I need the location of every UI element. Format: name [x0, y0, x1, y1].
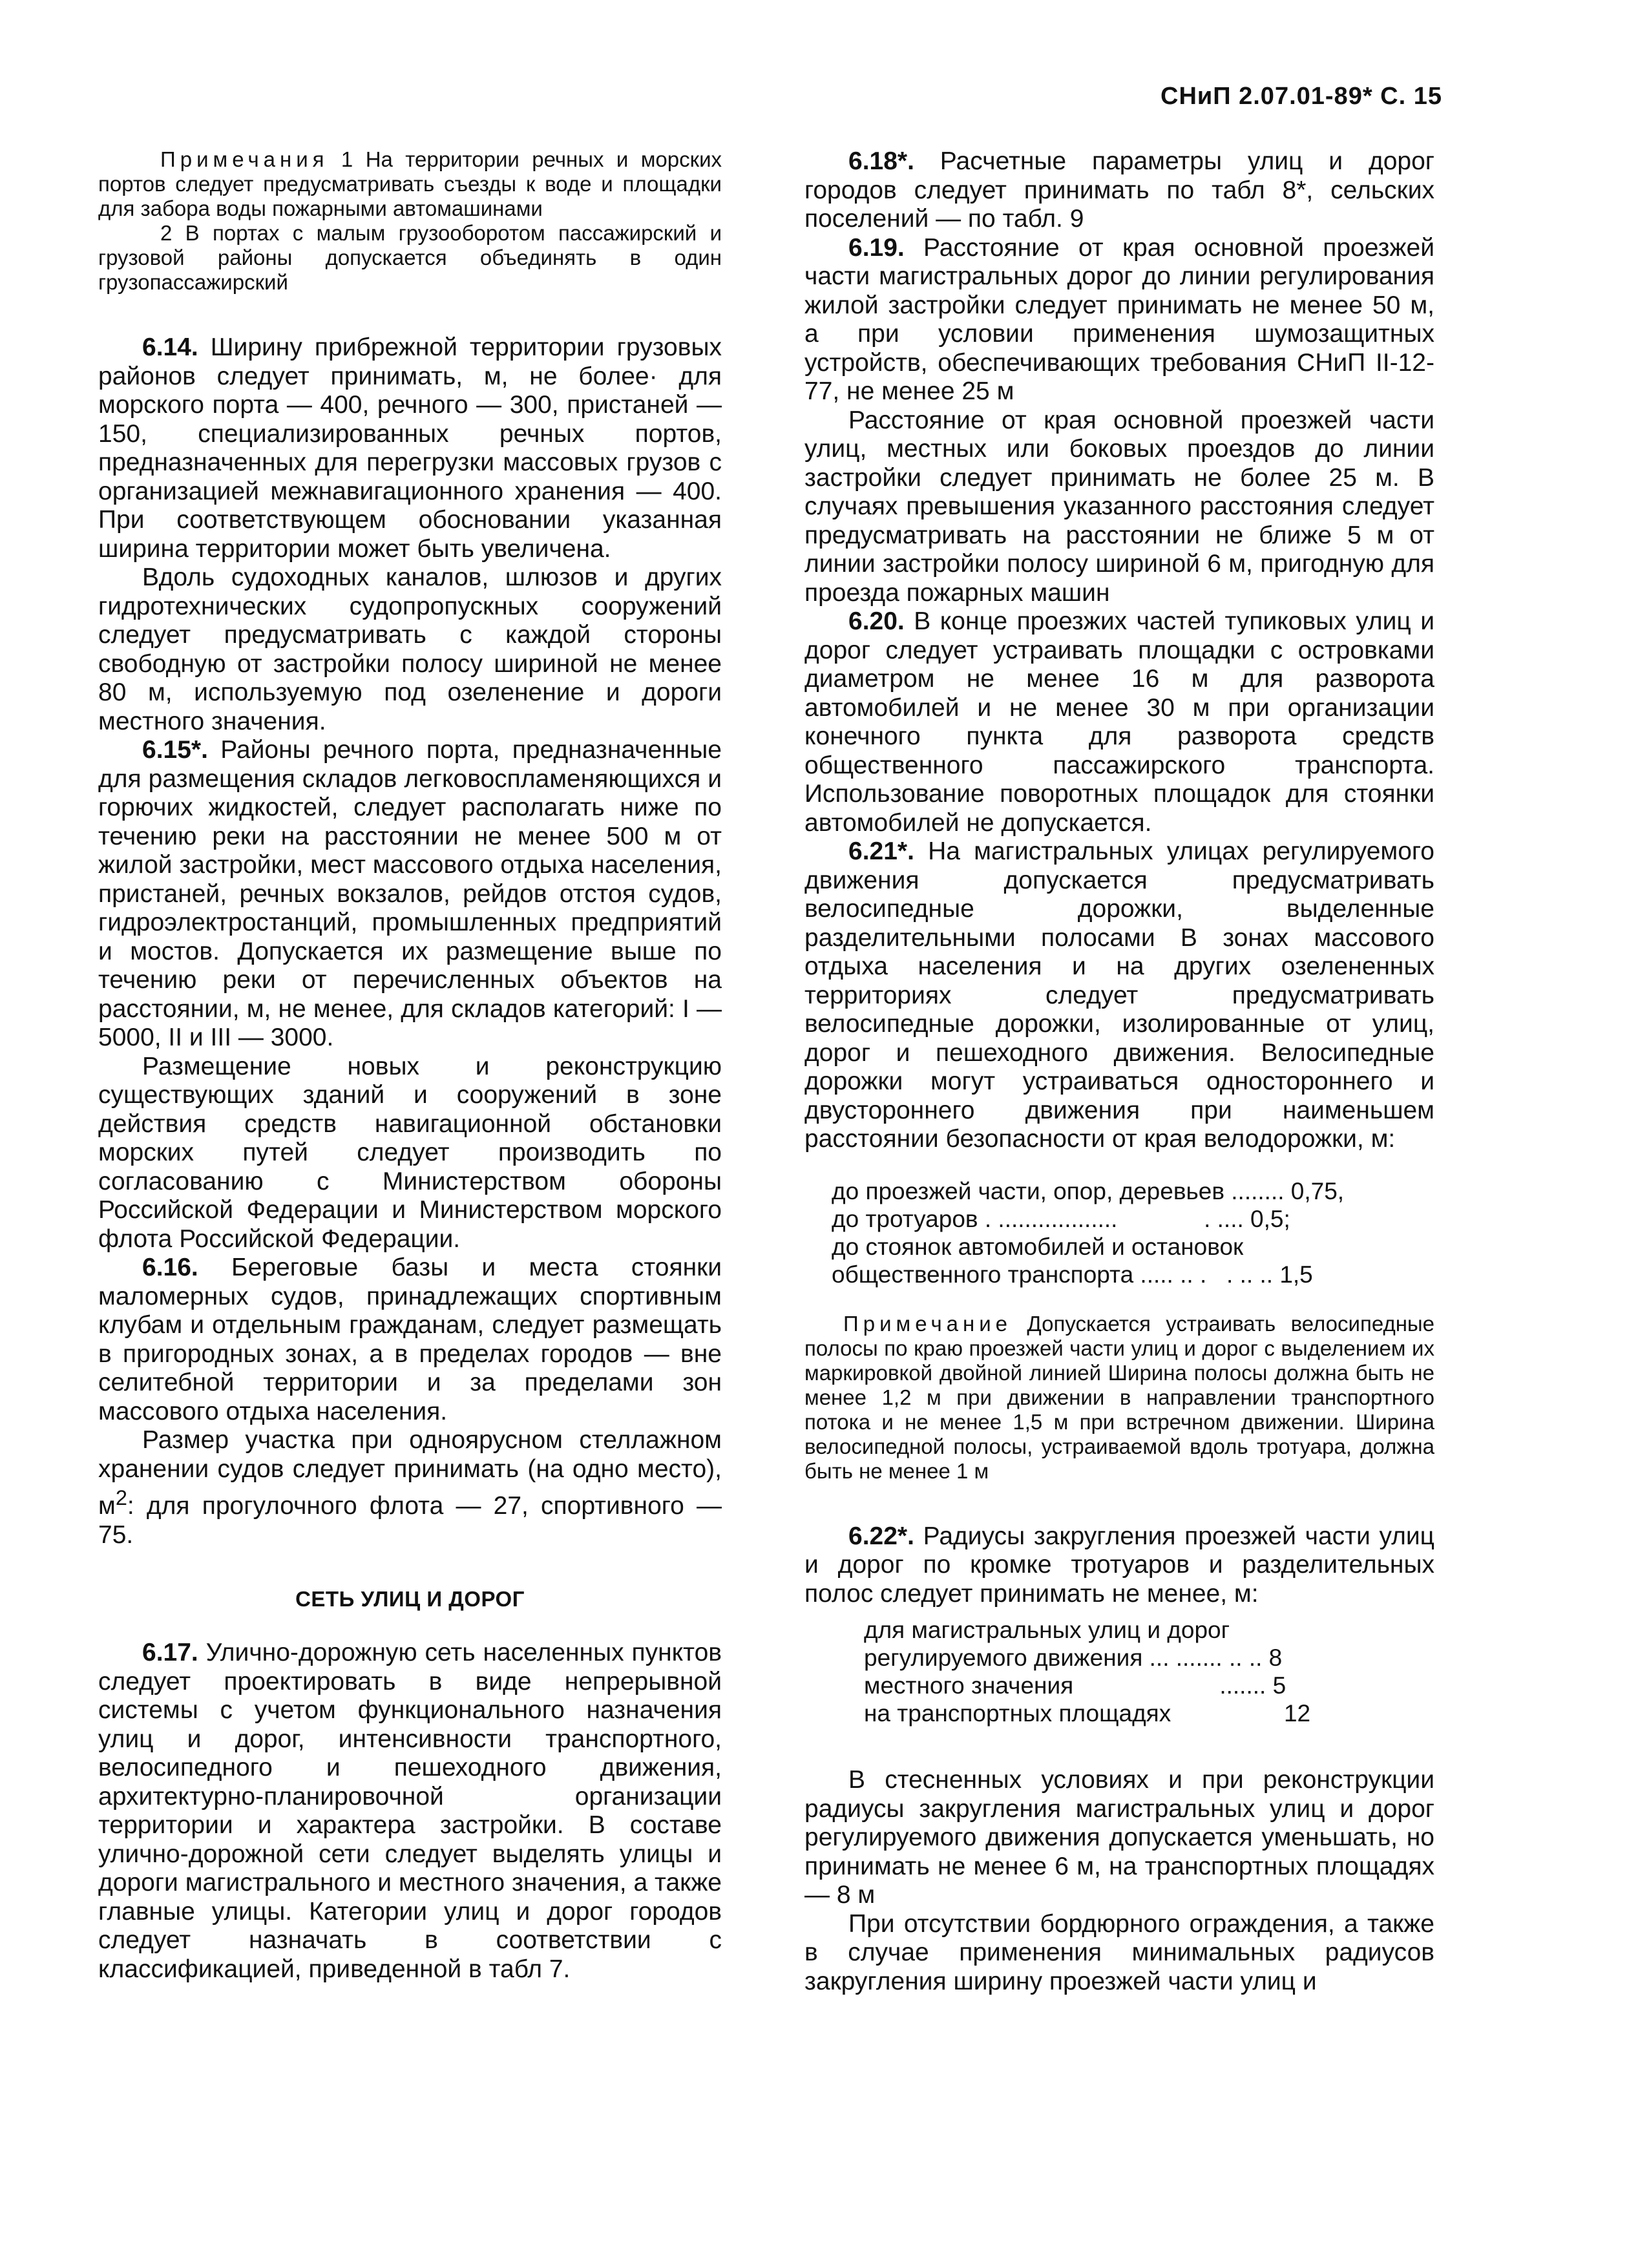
radius-list	[804, 1616, 1434, 1727]
para-6-19-b: Расстояние от края основной проезжей части улиц, местных или боковых проездов до линии застройки следует принимать не более 25 м. В случаях превышения указанного расстояния следует предусматривать на расстоянии не ближе 5 м от линии застройки полосу шириной 6 м, пригодную для проезда пожарных машин	[804, 406, 1434, 607]
para-6-22-c: При отсутствии бордюрного ограждения, а также в случае применения минимальных радиусов закругления ширину проезжей части улиц и	[804, 1909, 1434, 1995]
note-lead: Примечание	[843, 1311, 1013, 1336]
list-item: регулируемого движения ... ....... .. .. 8	[864, 1644, 1283, 1671]
para-6-19: 6.19. Расстояние от края основной проезжей части магистральных дорог до линии регулирования жилой застройки следует принимать не менее 50 м, а при условии применения шумозащитных устройств, обеспечивающих требования СНиП II-12-77, не менее 25 м	[804, 233, 1434, 405]
para-6-15: 6.15*. Районы речного порта, предназначенные для размещения складов легковоспламеняющихся и горючих жидкостей, следует располагать ниже по течению реки на расстоянии не менее 500 м от жилой застройки, мест массового отдыха населения, пристаней, речных вокзалов, рейдов отстоя судов, гидроэлектростанций, промышленных предприятий и мостов. Допускается их размещение выше по течению реки от перечисленных объектов на расстоянии, м, не менее, для складов категорий: I — 5000, II и III — 3000.	[98, 736, 722, 1051]
right-column	[804, 147, 1434, 1996]
para-6-16: 6.16. Береговые базы и места стоянки маломерных судов, принадлежащих спортивным клубам и отдельным гражданам, следует размещать в пригородных зонах, а в пределах городов — вне селитебной территории и за пределами зон массового отдыха населения.	[98, 1254, 722, 1425]
left-column	[98, 147, 722, 1984]
para-6-14: 6.14. Ширину прибрежной территории грузовых районов следует принимать, м, не более· для морского порта — 400, речного — 300, пристаней —150, специализированных речных портов, предназначенных для перегрузки массовых грузов с организацией межнавигационного хранения — 400. При соответствующем обосновании указанная ширина территории может быть увеличена.	[98, 333, 722, 563]
list-item: общественного транспорта ..... .. . . .. .. 1,5	[832, 1261, 1313, 1288]
list-item: до проезжей части, опор, деревьев ........ 0,75,	[832, 1177, 1345, 1204]
clearance-list	[804, 1177, 1434, 1288]
para-6-22: 6.22*. Радиусы закругления проезжей части улиц и дорог по кромке тротуаров и разделительных полос следует принимать не менее, м:	[804, 1522, 1434, 1608]
para-6-18: 6.18*. Расчетные параметры улиц и дорог городов следует принимать по табл 8*, сельских поселений — по табл. 9	[804, 147, 1434, 233]
note-1: Примечания 1 На территории речных и морских портов следует предусматривать съезды к воде и площадки для забора воды пожарными автомашинами	[98, 147, 722, 220]
list-item: местного значения ....... 5	[864, 1672, 1287, 1699]
page-header: СНиП 2.07.01-89* С. 15	[1161, 83, 1442, 110]
notes-lead: Примечания	[160, 147, 329, 171]
list-item: до тротуаров . .................. . .... 0,5;	[832, 1205, 1290, 1232]
para-6-17: 6.17. Улично-дорожную сеть населенных пунктов следует проектировать в виде непрерывной системы с учетом функционального назначения улиц и дорог, интенсивности транспортного, велосипедного и пешеходного движения, архитектурно-планировочной организации территории и характера застройки. В составе улично-дорожной сети следует выделять улицы и дороги магистрального и местного значения, а также главные улицы. Категории улиц и дорог городов следует назначать в соответствии с классификацией, приведенной в табл 7.	[98, 1639, 722, 1983]
para-6-15-b: Размещение новых и реконструкцию существующих зданий и сооружений в зоне действия средств навигационной обстановки морских путей следует производить по согласованию с Министерством обороны Российской Федерации и Министерством морского флота Российской Федерации.	[98, 1052, 722, 1253]
note-bike-lanes: Примечание Допускается устраивать велосипедные полосы по краю проезжей части улиц и дорог с выделением их маркировкой двойной линией Ширина полосы должна быть не менее 1,2 м при движении в направлении транспортного потока и не менее 1,5 м при встречном движении. Ширина велосипедной полосы, устраиваемой вдоль тротуара, должна быть не менее 1 м	[804, 1311, 1434, 1483]
para-6-16-b: Размер участка при одноярусном стеллажном хранении судов следует принимать (на одно место), $м^2$: для прогулочного флота — 27, спортивного — 75.	[98, 1426, 722, 1549]
list-item: до стоянок автомобилей и остановок	[832, 1233, 1244, 1260]
para-6-22-b: В стесненных условиях и при реконструкции радиусы закругления магистральных улиц и дорог регулируемого движения допускается уменьшать, но принимать не менее 6 м, на транспортных площадях — 8 м	[804, 1766, 1434, 1909]
para-6-20: 6.20. В конце проезжих частей тупиковых улиц и дорог следует устраивать площадки с островками диаметром не менее 16 м для разворота автомобилей и не менее 30 м при организации конечного пункта для разворота средств общественного пассажирского транспорта. Использование поворотных площадок для стоянки автомобилей не допускается.	[804, 607, 1434, 837]
para-6-14-b: Вдоль судоходных каналов, шлюзов и других гидротехнических судопропускных сооружений следует предусматривать с каждой стороны свободную от застройки полосу шириной не менее 80 м, используемую под озеленение и дороги местного значения.	[98, 563, 722, 735]
list-item: для магистральных улиц и дорог	[864, 1617, 1230, 1643]
list-item: на транспортных площадях 12	[864, 1700, 1311, 1727]
section-heading: СЕТЬ УЛИЦ И ДОРОГ	[295, 1587, 525, 1611]
note-2: 2 В портах с малым грузооборотом пассажирский и грузовой районы допускается объединять в один грузопассажирский	[98, 221, 722, 294]
para-6-21: 6.21*. На магистральных улицах регулируемого движения допускается предусматривать велосипедные дорожки, выделенные разделительными полосами В зонах массового отдыха населения и на других озелененных территориях следует предусматривать велосипедные дорожки, изолированные от улиц, дорог и пешеходного движения. Велосипедные дорожки могут устраиваться одностороннего и двустороннего движения при наименьшем расстоянии безопасности от края велодорожки, м:	[804, 837, 1434, 1153]
